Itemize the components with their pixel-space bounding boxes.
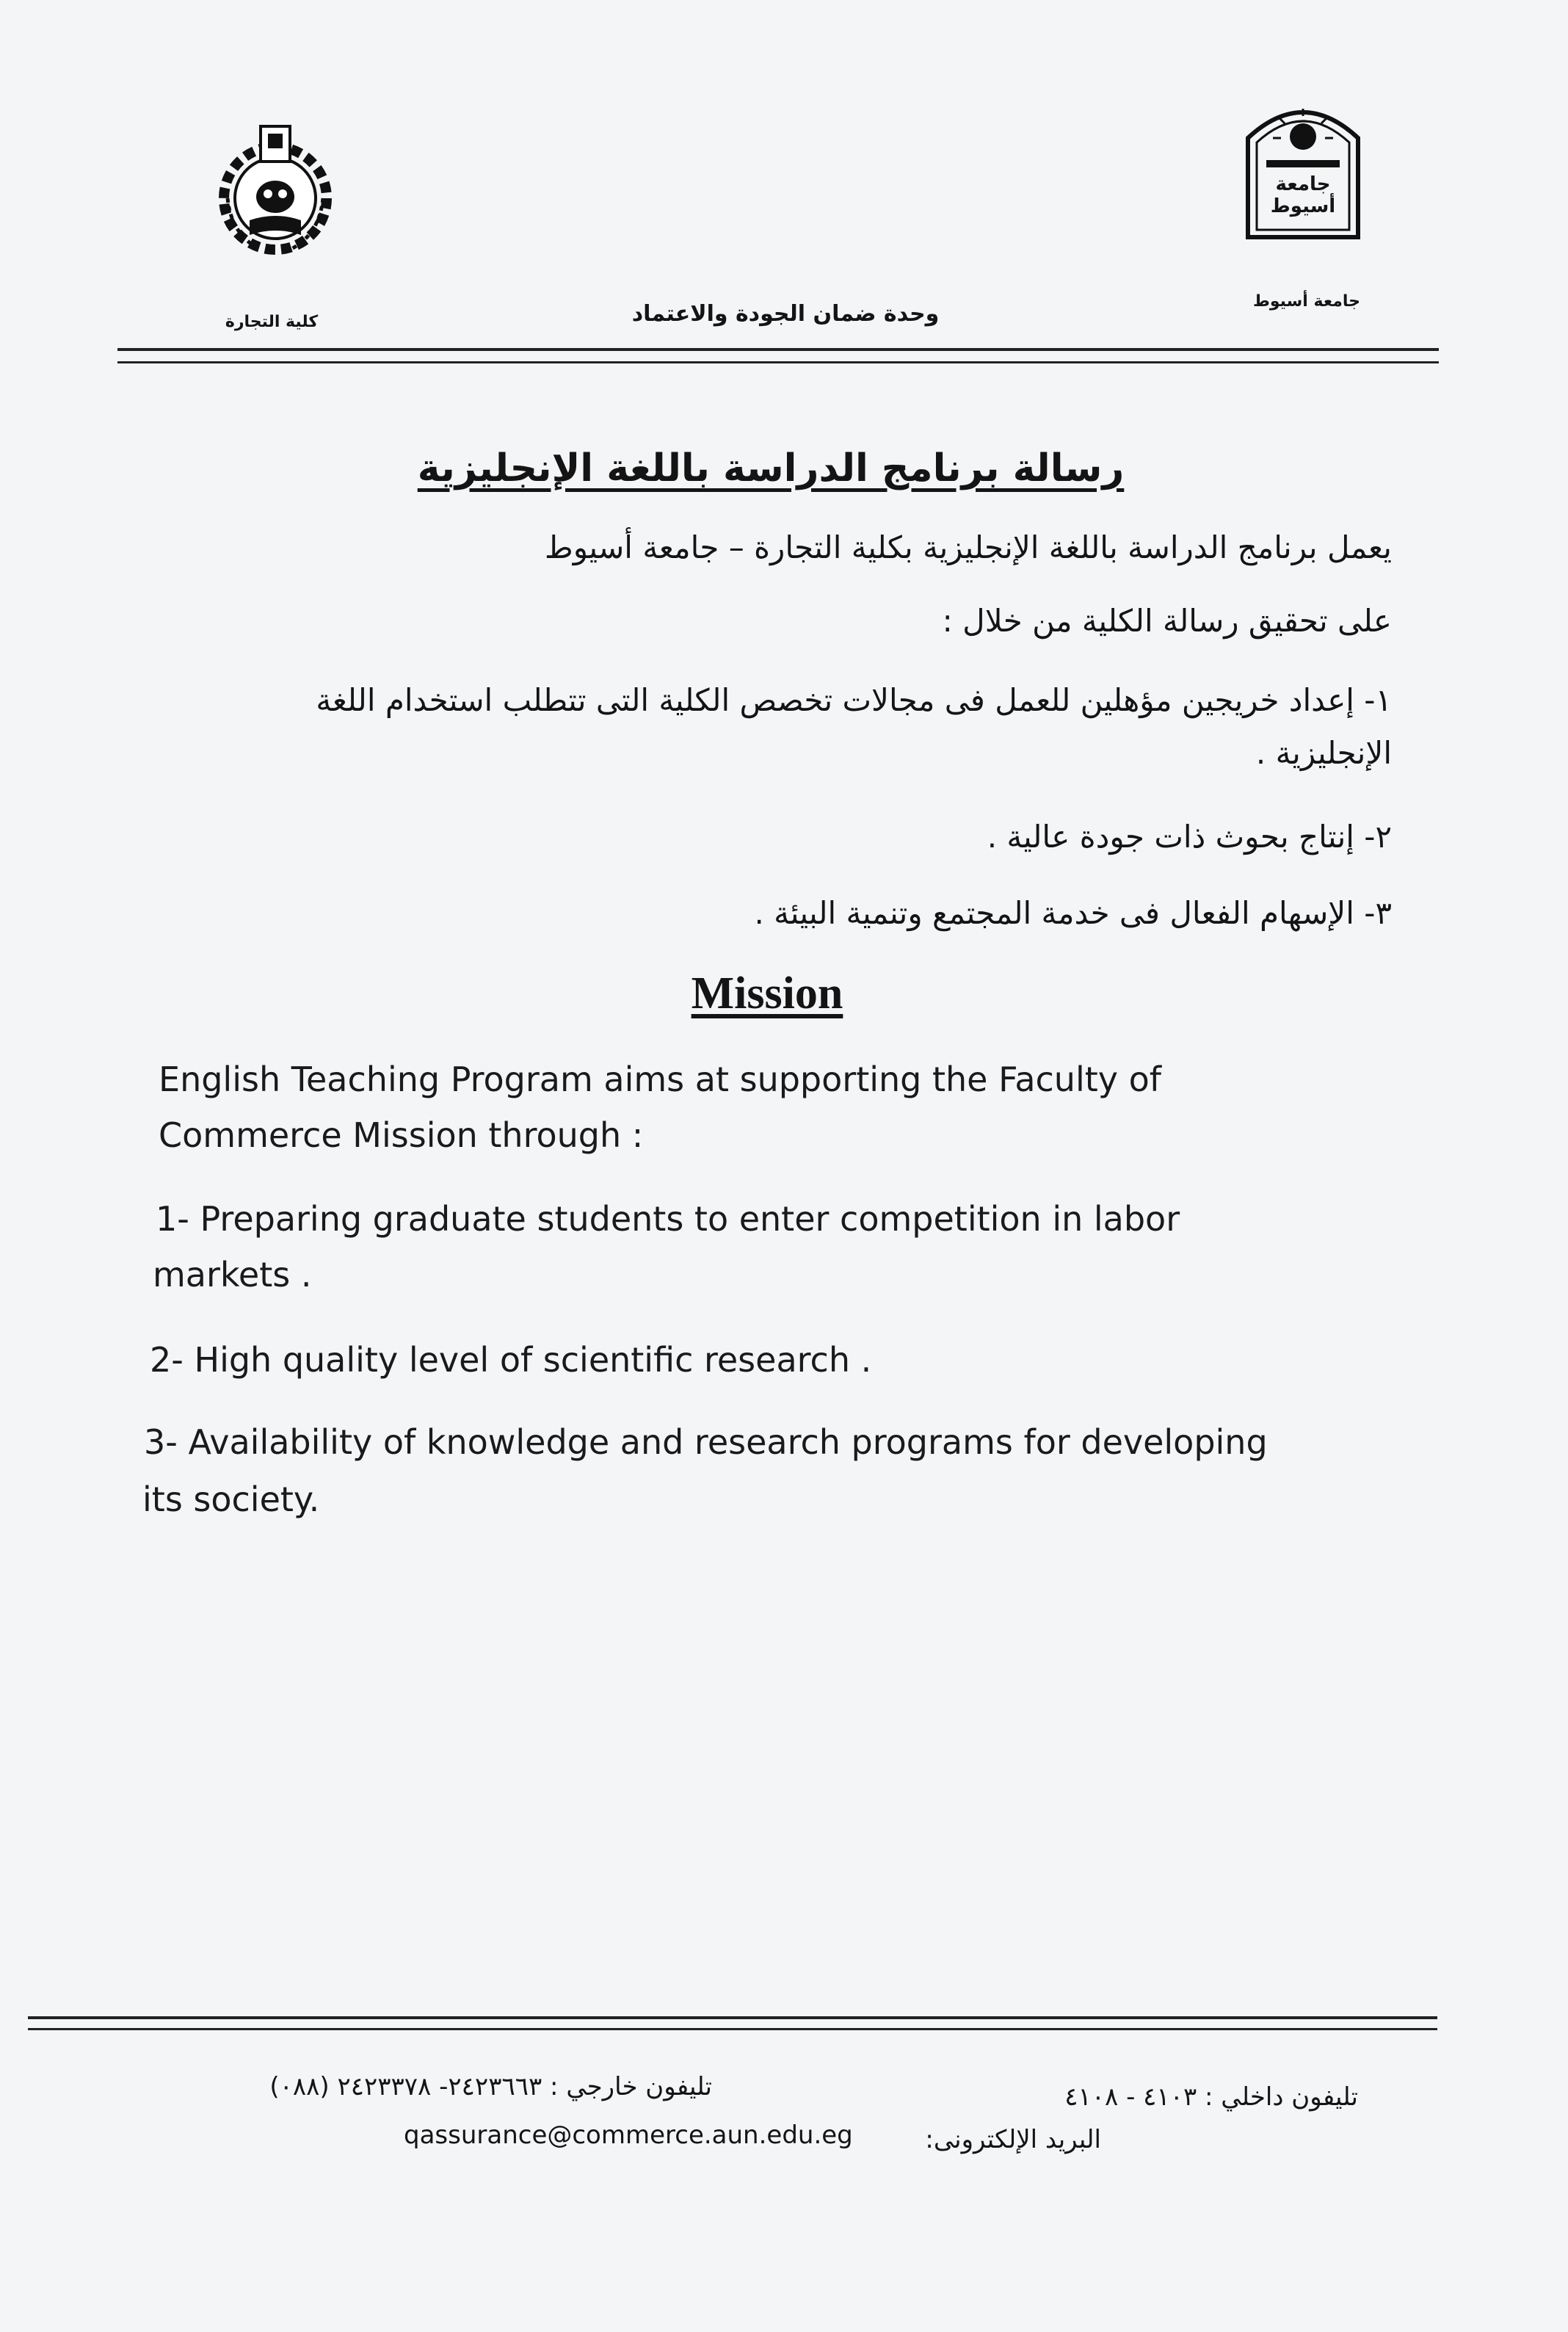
faculty-logo-icon (209, 117, 341, 264)
english-item-1-line-2: markets . (153, 1255, 312, 1294)
arabic-item-1-line-1: ١- إعداد خريجين مؤهلين للعمل فى مجالات تخصص الكلية التى تتطلب استخدام اللغة (316, 682, 1392, 718)
university-logo-icon (1241, 94, 1365, 241)
header-divider-bottom (117, 361, 1439, 363)
arabic-intro-line-2: على تحقيق رسالة الكلية من خلال : (942, 603, 1392, 639)
faculty-name: كلية التجارة (225, 313, 319, 331)
internal-phone: تليفون داخلي : ٤١٠٣ - ٤١٠٨ (1064, 2082, 1358, 2112)
quality-unit-name: وحدة ضمان الجودة والاعتماد (631, 301, 940, 327)
english-intro-line-1: English Teaching Program aims at supporting the Faculty of (159, 1060, 1161, 1099)
email-address[interactable]: qassurance@commerce.aun.edu.eg (404, 2121, 853, 2150)
english-item-3-line-2: its society. (142, 1480, 320, 1519)
email-label: البريد الإلكترونى: (925, 2125, 1101, 2154)
arabic-item-2: ٢- إنتاج بحوث ذات جودة عالية . (987, 819, 1392, 855)
arabic-intro-line-1: يعمل برنامج الدراسة باللغة الإنجليزية بكلية التجارة – جامعة أسيوط (544, 529, 1392, 565)
footer-divider-top (28, 2016, 1437, 2019)
arabic-item-1-line-2: الإنجليزية . (1255, 735, 1392, 771)
english-mission-title: Mission (691, 968, 843, 1018)
english-intro-line-2: Commerce Mission through : (159, 1115, 644, 1155)
header-divider-top (117, 348, 1439, 351)
arabic-mission-title: رسالة برنامج الدراسة باللغة الإنجليزية (417, 446, 1125, 490)
english-item-3-line-1: 3- Availability of knowledge and research programs for developing (144, 1422, 1268, 1462)
arabic-item-3: ٣- الإسهام الفعال فى خدمة المجتمع وتنمية البيئة . (754, 895, 1392, 931)
university-name: جامعة أسيوط (1253, 292, 1360, 311)
university-logo-text: جامعة أسيوط (1270, 173, 1336, 217)
external-phone: تليفون خارجي : ٢٤٢٣٦٦٣- ٢٤٢٣٣٧٨ (٠٨٨) (269, 2072, 712, 2101)
footer-divider-bottom (28, 2028, 1437, 2030)
english-item-1-line-1: 1- Preparing graduate students to enter competition in labor (156, 1199, 1180, 1239)
english-item-2: 2- High quality level of scientific research . (150, 1340, 872, 1380)
